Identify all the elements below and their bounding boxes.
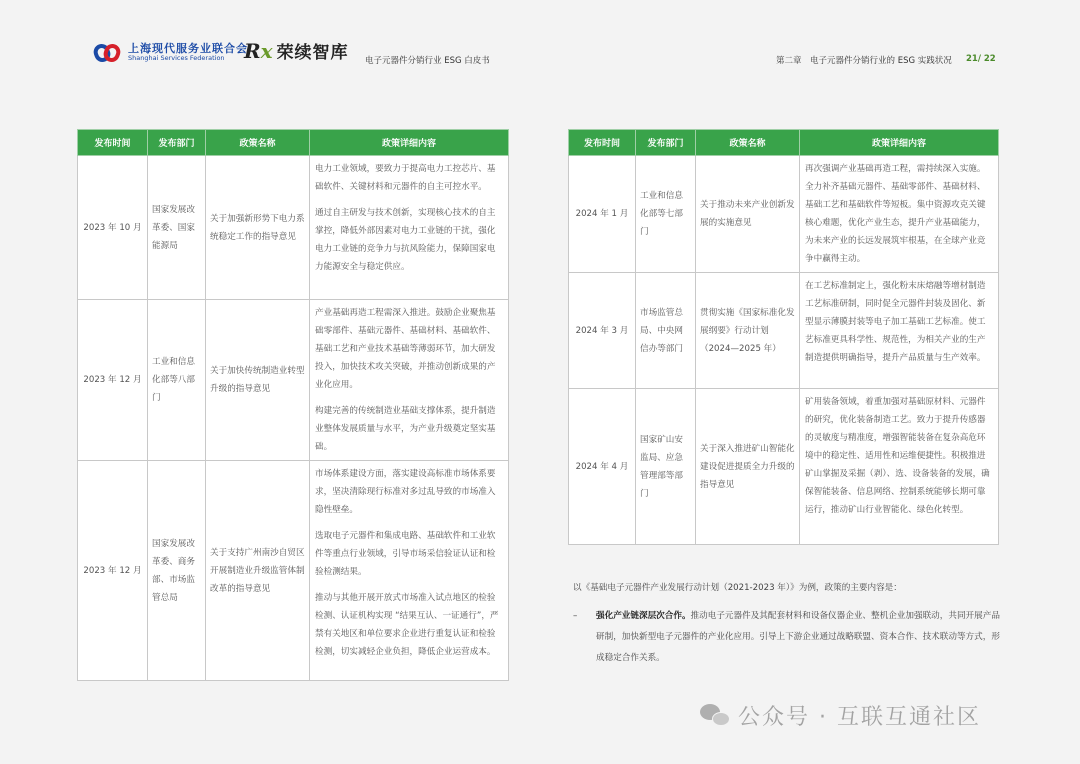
cell-date: 2023 年 10 月 [78,156,148,300]
cell-dept: 国家发展改革委、国家能源局 [148,156,206,300]
bullet-dash: – [573,611,578,621]
detail-paragraph: 电力工业领域，要致力于提高电力工控芯片、基础软件、关键材料和元器件的自主可控水平。 [315,164,496,192]
cell-name: 关于加强新形势下电力系统稳定工作的指导意见 [206,156,310,300]
table-row [569,389,999,545]
detail-paragraph: 再次强调产业基础再造工程，需持续深入实施。全力补齐基础元器件、基础零部件、基础材料、基础工艺和基础软件等短板。集中资源攻克关键核心难题，优化产业生态，提升产业基础能力，为未来产业的长远发展筑牢根基，在全球产业竞争中赢得主动。 [805,164,986,264]
sse-name-cn: 上海现代服务业联合会 [128,42,248,56]
col-header-dept: 发布部门 [148,130,206,156]
detail-paragraph: 推动与其他开展开放式市场准入试点地区的检验检测、认证机构实现 “结果互认、一证通行”，严禁有关地区和单位要求企业进行重复认证和检验检测，切实减轻企业负担，降低企业运营成本。 [315,593,499,657]
detail-paragraph: 选取电子元器件和集成电路、基础软件和工业软件等重点行业领域，引导市场采信验证认证和检验检测结果。 [315,531,496,577]
table-row [78,300,509,461]
table-header-row [569,130,999,156]
cell-dept: 国家矿山安监局、应急管理部等部门 [636,389,696,545]
rx-logo [244,38,349,63]
cell-name: 关于支持广州南沙自贸区开展制造业升级监管体制改革的指导意见 [206,461,310,681]
sse-name-en: Shanghai Services Federation [128,54,225,63]
col-header-date: 发布时间 [569,130,636,156]
cell-date: 2024 年 1 月 [569,156,636,273]
detail-paragraph: 市场体系建设方面，落实建设高标准市场体系要求，坚决清除现行标准对多过乱导致的市场准入隐性壁垒。 [315,469,496,515]
cell-name: 关于深入推进矿山智能化建设促进提质全力升级的指导意见 [696,389,800,545]
cell-detail [310,300,509,461]
policy-table-left [77,129,509,681]
sse-logo [94,42,248,64]
policy-table-right [568,129,999,545]
cell-detail [310,461,509,681]
table-row [78,156,509,300]
cell-date: 2024 年 4 月 [569,389,636,545]
page-header [0,38,1080,74]
col-header-detail: 政策详细内容 [800,130,999,156]
cell-date: 2023 年 12 月 [78,300,148,461]
cell-detail [800,389,999,545]
col-header-date: 发布时间 [78,130,148,156]
rx-logo-icon: Rx [244,38,273,63]
cell-dept: 国家发展改革委、商务部、市场监管总局 [148,461,206,681]
watermark-text: 公众号 · 互联互通社区 [738,705,981,730]
col-header-detail: 政策详细内容 [310,130,509,156]
brand-name: 荣续智库 [276,43,349,63]
cell-detail [310,156,509,300]
cell-detail [800,156,999,273]
intro-text: 以《基础电子元器件产业发展行动计划（2021-2023 年）》为例，政策的主要内容是： [573,583,902,593]
table-row [78,461,509,681]
cell-detail [800,273,999,389]
bullet-item [573,606,1003,669]
table-row [569,156,999,273]
table-row [569,273,999,389]
detail-paragraph: 矿用装备领域，着重加强对基础原材料、元器件的研究，优化装备制造工艺。致力于提升传感器的灵敏度与精准度，增强智能装备在复杂高危环境中的稳定性、适用性和运维便捷性。积极推进矿山掌掘及采掘（剥）、选、设备装备的发展，确保智能装备、信息网络、控制系统能够长期可靠运行，推动矿山行业智能化、绿色化转型。 [805,397,990,515]
col-header-dept: 发布部门 [636,130,696,156]
watermark [700,700,981,731]
doc-title: 电子元器件分销行业 ESG 白皮书 [365,56,490,66]
cell-dept: 工业和信息化部等八部门 [148,300,206,461]
col-header-name: 政策名称 [206,130,310,156]
detail-paragraph: 构建完善的传统制造业基础支撑体系，提升制造业整体发展质量与水平，为产业升级奠定坚实基础。 [315,406,496,452]
table-header-row [78,130,509,156]
detail-paragraph: 通过自主研发与技术创新，实现核心技术的自主掌控，降低外部因素对电力工业链的干扰，强化电力工业链的竞争力与抗风险能力，保障国家电力能源安全与稳定供应。 [315,208,496,272]
cell-date: 2024 年 3 月 [569,273,636,389]
detail-paragraph: 在工艺标准制定上，强化粉末床熔融等增材制造工艺标准研制，同时促全元器件封装及固化、新型显示薄膜封装等电子加工基础工艺标准。使工艺标准更具科学性、规范性，为相关产业的生产制造提供明确指导，提升产品质量与生产效率。 [805,281,986,363]
page-number: 21/ 22 [966,54,996,64]
col-header-name: 政策名称 [696,130,800,156]
cell-dept: 市场监管总局、中央网信办等部门 [636,273,696,389]
cell-name: 关于加快传统制造业转型升级的指导意见 [206,300,310,461]
bullet-heading: 强化产业链深层次合作。 [596,611,691,621]
chapter-title: 第二章 电子元器件分销行业的 ESG 实践状况 [776,56,952,66]
cell-date: 2023 年 12 月 [78,461,148,681]
cell-name: 关于推动未来产业创新发展的实施意见 [696,156,800,273]
cell-dept: 工业和信息化部等七部门 [636,156,696,273]
sse-logo-icon [94,42,122,64]
bullet-body: 推动电子元器件及其配套材料和设备仪器企业、整机企业加强联动，共同开展产品研制，加快新型电子元器件的产业化应用。引导上下游企业通过战略联盟、资本合作、技术联动等方式，形成稳定合作关系。 [596,611,1000,663]
detail-paragraph: 产业基础再造工程需深入推进。鼓励企业聚焦基础零部件、基础元器件、基础材料、基础软件、基础工艺和产业技术基础等薄弱环节，加大研发投入，加快技术攻关突破，并推动创新成果的产业化应用。 [315,308,496,390]
cell-name: 贯彻实施《国家标准化发展纲要》行动计划（2024—2025 年） [696,273,800,389]
wechat-icon [700,704,730,728]
